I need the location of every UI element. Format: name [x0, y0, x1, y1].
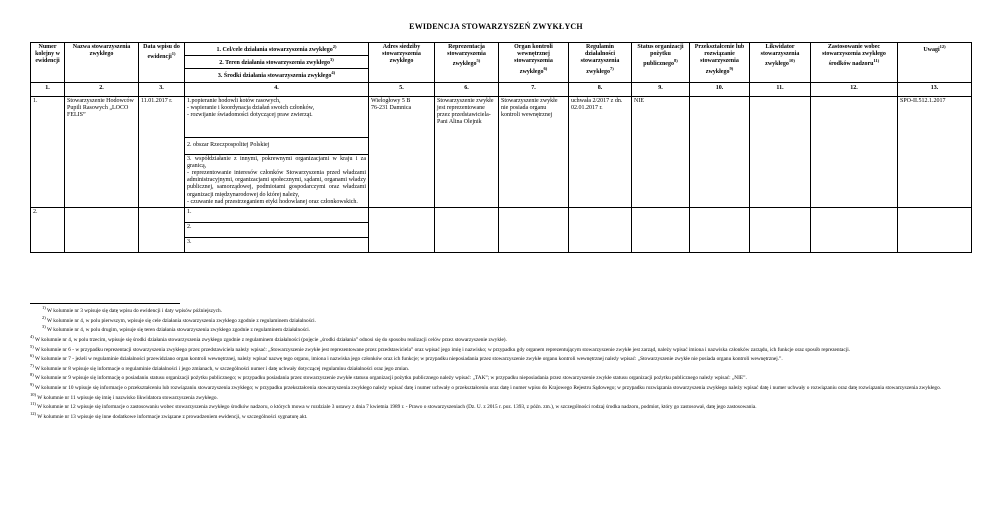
footnote-divider: [30, 303, 180, 304]
document-title: EWIDENCJA STOWARZYSZEŃ ZWYKŁYCH: [409, 22, 583, 31]
footnote: [30, 401, 970, 411]
header-opp-status: Status organizacji pożytku publicznego$^{8)}$: [632, 43, 690, 83]
footnote-number: 8): [30, 372, 34, 378]
row-number: 2.: [31, 207, 65, 252]
footnote-number: 1): [42, 305, 46, 310]
goals-cell: 1.popieranie hodowli kotów rasowych, - wspieranie i koordynacja działań swoich członków, - rozwijanie świadomości dotyczącej praw zwierząt.: [185, 96, 369, 137]
footnote-text: W kolumnie nr 12 wpisuje się informacje o zastosowaniu wobec stowarzyszenia zwykłego środków nadzoru, o których mowa w rozdziale 3 ustawy z dnia 7 kwietnia 1989 r. - Prawo o stowarzyszeniach (Dz. U. z 2015 r. poz. 1393, z późn. zm.), w szczególności rodzaj środka nadzoru, podmiot, który go zastosował, datę jego zastosowania.: [35, 404, 757, 411]
header-liquidator: Likwidator stowarzyszenia zwykłego$^{10)}$: [750, 43, 811, 83]
column-number: 12.: [811, 82, 898, 96]
column-number: 5.: [369, 82, 435, 96]
header-control-organ: Organ kontroli wewnętrznej stowarzyszenia zwykłego$^{6)}$: [499, 43, 569, 83]
header-row: [31, 43, 972, 83]
entry-date: [139, 207, 185, 252]
footnote-text: W kolumnie nr 11 wpisuje się imię i nazwisko likwidatora stowarzyszenia zwykłego.: [36, 394, 218, 401]
means-cell: 3. współdziałanie z innymi, pokrewnymi organizacjami w kraju i za granicą, - reprezentowanie interesów członków Stowarzyszenia przed władzami administracyjnymi, organizacjami społecznymi, sądami, organami władzy publicznej, samorządowej, podmiotami gospodarczymi oraz władzami organizacji międzynarodowej do której należy, - czuwanie nad przestrzeganiem etyki hodowlanej oraz członkowskich.: [185, 154, 369, 207]
area-cell: 2. obszar Rzeczpospolitej Polskiej: [185, 137, 369, 154]
footnote-text: W kolumnie nr 9 wpisuje się informację o posiadaniu statusu organizacji pożytku publicznego; w przypadku posiadania przez stowarzyszenie zwykłe statusu organizacji pożytku publicznego należy wpisać: „TAK”; w przypadku nieposiadania przez stowarzyszenie zwykłe statusu organizacji pożytku publicznego należy wpisać: „NIE”.: [33, 375, 747, 382]
regulation-cell: uchwała 2/2017 z dn. 02.01.2017 r.: [569, 96, 632, 207]
entry-date: 11.01.2017 r.: [139, 96, 185, 207]
header-name: Nazwa stowarzyszenia zwykłego: [65, 43, 139, 83]
regulation-cell: [569, 207, 632, 252]
footnote-number: 11): [30, 401, 36, 407]
footnote-number: 12): [30, 411, 36, 417]
footnotes: [30, 305, 970, 421]
footnote-text: W kolumnie nr 4, w polu pierwszym, wpisuje się cele działania stowarzyszenia zwykłego zgodnie z regulaminem działalności.: [45, 317, 316, 324]
footnote-number: 7): [30, 362, 34, 368]
footnote: [30, 382, 970, 392]
column-number: 9.: [632, 82, 690, 96]
header-goals-area-means: [185, 43, 369, 83]
header-goals: 1. Cel/cele działania stowarzyszenia zwykłego$^{2)}$: [185, 43, 368, 56]
column-number: 13.: [898, 82, 972, 96]
notes-cell: SPO-II.512.1.2017: [898, 96, 972, 207]
footnote-text: W kolumnie nr 3 wpisuje się datę wpisu do ewidencji i daty wpisów późniejszych.: [45, 307, 222, 314]
header-means: 3. Środki działania stowarzyszenia zwykłego$^{4)}$: [217, 70, 336, 80]
footnote: [30, 372, 970, 382]
footnote: [30, 324, 970, 334]
representation-cell: Stowarzyszenie zwykłe jest reprezentowane przez przedstawiciela-Pani Alina Olejnik: [435, 96, 499, 207]
address-cell: Wielogłowy 5 B 76-231 Damnica: [369, 96, 435, 207]
header-supervision: Zastosowanie wobec stowarzyszenia zwykłego środków nadzoru$^{11)}$: [811, 43, 898, 83]
header-address: Adres siedziby stowarzyszenia zwykłego: [369, 43, 435, 83]
address-cell: [369, 207, 435, 252]
registry-table: [30, 42, 972, 253]
supervision-cell: [811, 207, 898, 252]
header-representation: Reprezentacja stowarzyszenia zwykłego$^{5)}$: [435, 43, 499, 83]
column-number: 8.: [569, 82, 632, 96]
column-number: 1.: [31, 82, 65, 96]
opp-status-cell: [632, 207, 690, 252]
column-number: 4.: [185, 82, 369, 96]
footnote-number: 4): [30, 333, 34, 339]
footnote-number: 2): [42, 314, 46, 320]
area-cell: 2.: [185, 222, 369, 237]
footnote-text: W kolumnie nr 13 wpisuje się inne dodatkowe informacje związane z prowadzeniem ewidencji, w szczególności sygnaturę akt.: [36, 413, 308, 420]
column-number: 2.: [65, 82, 139, 96]
table-row: [31, 96, 972, 137]
footnote: [30, 353, 970, 363]
footnote: [30, 363, 970, 373]
goals-cell: 1.: [185, 207, 369, 222]
opp-status-cell: NIE: [632, 96, 690, 207]
footnote: [30, 392, 970, 402]
column-number: 10.: [690, 82, 750, 96]
column-number-row: [31, 82, 972, 96]
footnote-text: W kolumnie nr 7 - jeżeli w regulaminie działalności przewidziano organ kontroli wewnętrznej, należy wpisać nazwę tego organu, imiona i nazwiska jego członków oraz ich funkcje; w przypadku nieposiadania przez stowarzyszenie zwykłe organu kontroli wewnętrznej należy wpisać: „Stowarzyszenie zwykłe nie posiada organu kontroli wewnętrznej.”.: [33, 355, 783, 362]
liquidator-cell: [750, 96, 811, 207]
control-organ-cell: [499, 207, 569, 252]
footnote-text: W kolumnie nr 8 wpisuje się informacje o regulaminie działalności i jego zmianach, w szczególności numer i datę uchwały dotyczącej regulaminu działalności oraz jego zmian.: [33, 365, 410, 372]
column-number: 6.: [435, 82, 499, 96]
footnote: [30, 315, 970, 325]
representation-cell: [435, 207, 499, 252]
footnote-number: 10): [30, 391, 36, 397]
footnote-number: 3): [42, 324, 46, 330]
header-regulation: Regulamin działalności stowarzyszenia zwykłego$^{7)}$: [569, 43, 632, 83]
transformation-cell: [690, 96, 750, 207]
footnote: [30, 334, 970, 344]
transformation-cell: [690, 207, 750, 252]
footnote: [30, 411, 970, 421]
table-row: [31, 207, 972, 222]
header-number: Numer kolejny w ewidencji: [31, 43, 65, 83]
footnote-text: W kolumnie nr 6 - w przypadku reprezentacji stowarzyszenia zwykłego przez przedstawiciela należy wpisać: „Stowarzyszenie zwykłe jest reprezentowane przez przedstawiciela” oraz wpisać jego imię i nazwisko; w przypadku gdy organem reprezentującym stowarzyszenie zwykłe jest zarząd, należy wpisać imiona i nazwiska członków zarządu, ich funkcje oraz sposób reprezentacji.: [33, 346, 851, 353]
footnote-number: 5): [30, 343, 34, 349]
association-name: [65, 207, 139, 252]
footnote-number: 9): [30, 382, 34, 388]
footnote-text: W kolumnie nr 4, w polu drugim, wpisuje się teren działania stowarzyszenia zwykłego zgodnie z regulaminem działalności.: [45, 327, 311, 334]
column-number: 3.: [139, 82, 185, 96]
footnote-text: W kolumnie nr 10 wpisuje się informacje o przekształceniu lub rozwiązaniu stowarzyszenia zwykłego; w przypadku przekształcenia stowarzyszenia zwykłego należy wpisać datę i numer uchwały o przekształceniu oraz datę i numer wpisu do Krajowego Rejestru Sądowego; w przypadku rozwiązania stowarzyszenia zwykłego należy wpisać datę i numer uchwały o rozwiązaniu oraz datę rozwiązania stowarzyszenia zwykłego.: [33, 384, 942, 391]
row-number: 1.: [31, 96, 65, 207]
column-number: 11.: [750, 82, 811, 96]
footnote-number: 6): [30, 353, 34, 359]
association-name: Stowarzyszenie Hodowców Pupili Rasowych „LOCO FELIS”: [65, 96, 139, 207]
header-entry-date: Data wpisu do ewidencji$^{1)}$: [139, 43, 185, 83]
notes-cell: [898, 207, 972, 252]
footnote: [30, 305, 970, 315]
control-organ-cell: Stowarzyszenie zwykłe nie posiada organu kontroli wewnętrznej: [499, 96, 569, 207]
header-transformation: Przekształcenie lub rozwiązanie stowarzyszenia zwykłego$^{9)}$: [690, 43, 750, 83]
liquidator-cell: [750, 207, 811, 252]
header-notes: Uwagi$^{12)}$: [898, 43, 972, 83]
footnote: [30, 344, 970, 354]
means-cell: 3.: [185, 237, 369, 252]
supervision-cell: [811, 96, 898, 207]
column-number: 7.: [499, 82, 569, 96]
footnote-text: W kolumnie nr 4, w polu trzecim, wpisuje się środki działania stowarzyszenia zwykłego zgodnie z regulaminem działalności (pojęcie „środki działania” odnosi się do sposobu realizacji celów przez stowarzyszenie zwykłe).: [33, 336, 507, 343]
header-area: 2. Teren działania stowarzyszenia zwykłego$^{3)}$: [185, 56, 368, 69]
